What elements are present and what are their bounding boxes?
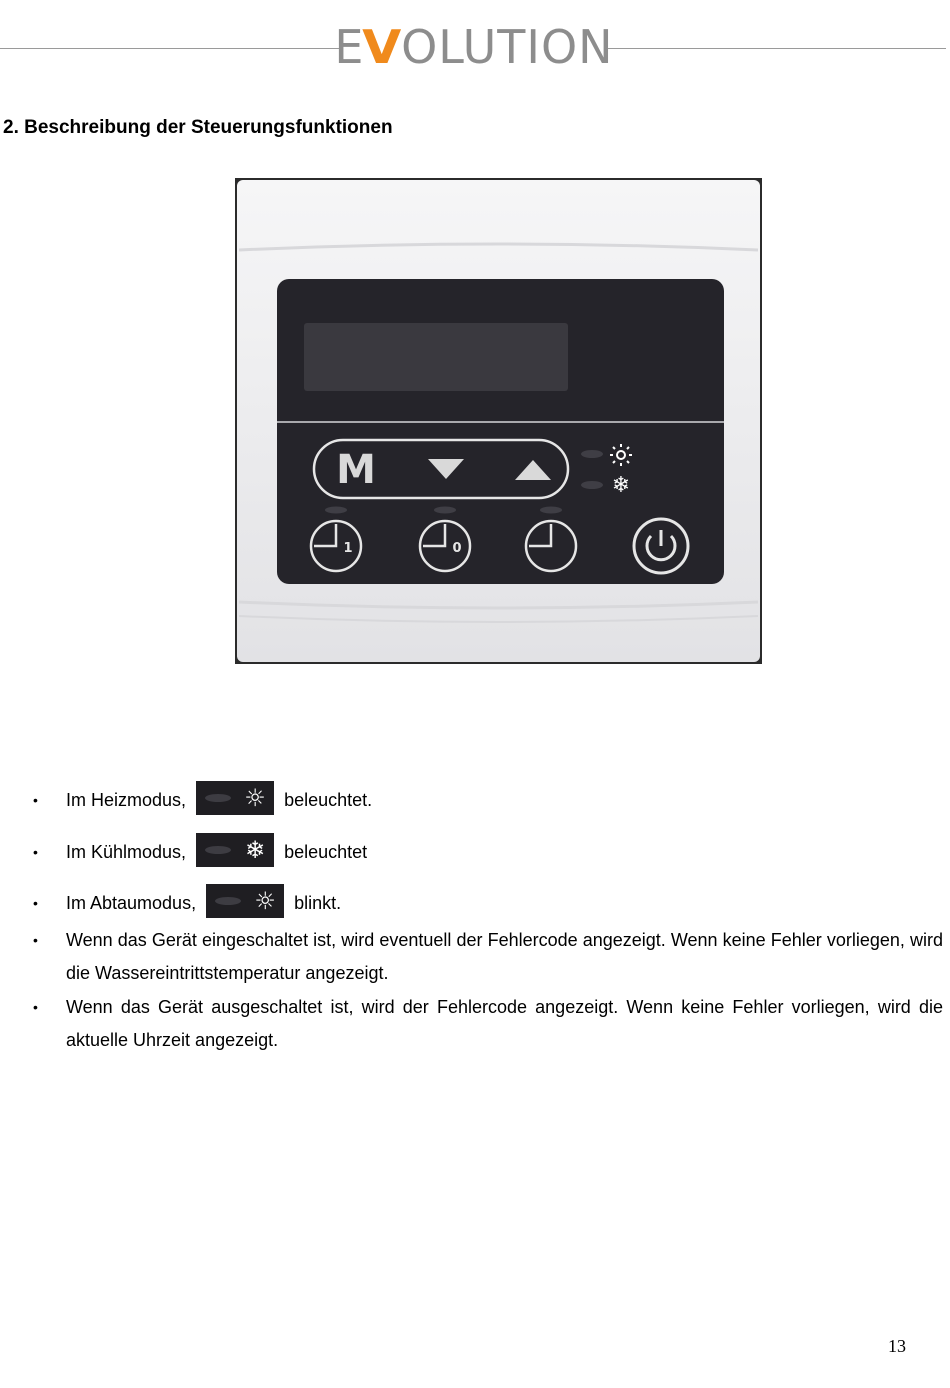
- cool-led: [581, 481, 603, 489]
- control-panel-image: [235, 178, 762, 669]
- logo-letter-v: V: [362, 20, 403, 74]
- bullet-symbol: •: [33, 844, 38, 860]
- mode-button[interactable]: [336, 447, 376, 493]
- bullet-text-after: beleuchtet: [284, 842, 368, 862]
- bullet-symbol: •: [33, 932, 38, 948]
- snowflake-icon: ❄: [245, 836, 266, 865]
- bullet-text-after: blinkt.: [294, 893, 342, 913]
- header-rule-left: [0, 48, 342, 49]
- bullet-text: Wenn das Gerät eingeschaltet ist, wird eventuell der Fehlercode angezeigt. Wenn keine Fehler vorliegen, wird die Wassereintrittstemperatur angezeigt.: [66, 930, 943, 983]
- sun-icon: ☼: [244, 784, 266, 813]
- heat-indicator-image: [196, 781, 274, 815]
- bullet-text-before: Im Kühlmodus,: [66, 842, 187, 862]
- bullet-symbol: •: [33, 792, 38, 808]
- logo-letter-e: E: [334, 20, 365, 74]
- lcd-display: [304, 323, 568, 391]
- cool-indicator-image: [196, 833, 274, 867]
- page-number: 13: [888, 1336, 906, 1356]
- bullet-text-before: Im Abtaumodus,: [66, 893, 197, 913]
- evolution-logo: [334, 16, 614, 78]
- control-panel-svg: [235, 178, 762, 664]
- bullet-text: Wenn das Gerät ausgeschaltet ist, wird der Fehlercode angezeigt. Wenn keine Fehler vorliegen, wird die aktuelle Uhrzeit angezeigt.: [66, 997, 943, 1050]
- bullet-text-after: beleuchtet.: [284, 790, 373, 810]
- bullet-text-before: Im Heizmodus,: [66, 790, 187, 810]
- snowflake-icon: ❄: [611, 473, 631, 498]
- logo-letters-olution: OLUTION: [401, 20, 614, 74]
- mode-button-label: M: [336, 447, 376, 493]
- sun-icon: ☼: [254, 887, 276, 916]
- bullet-symbol: •: [33, 895, 38, 911]
- heat-led: [581, 450, 603, 458]
- timer-off-label: 0: [452, 541, 462, 556]
- defrost-indicator-image: [206, 884, 284, 918]
- section-heading: 2. Beschreibung der Steuerungsfunktionen: [3, 117, 393, 138]
- header-rule-right: [604, 48, 946, 49]
- bullet-symbol: •: [33, 999, 38, 1015]
- timer-on-label: 1: [343, 541, 353, 556]
